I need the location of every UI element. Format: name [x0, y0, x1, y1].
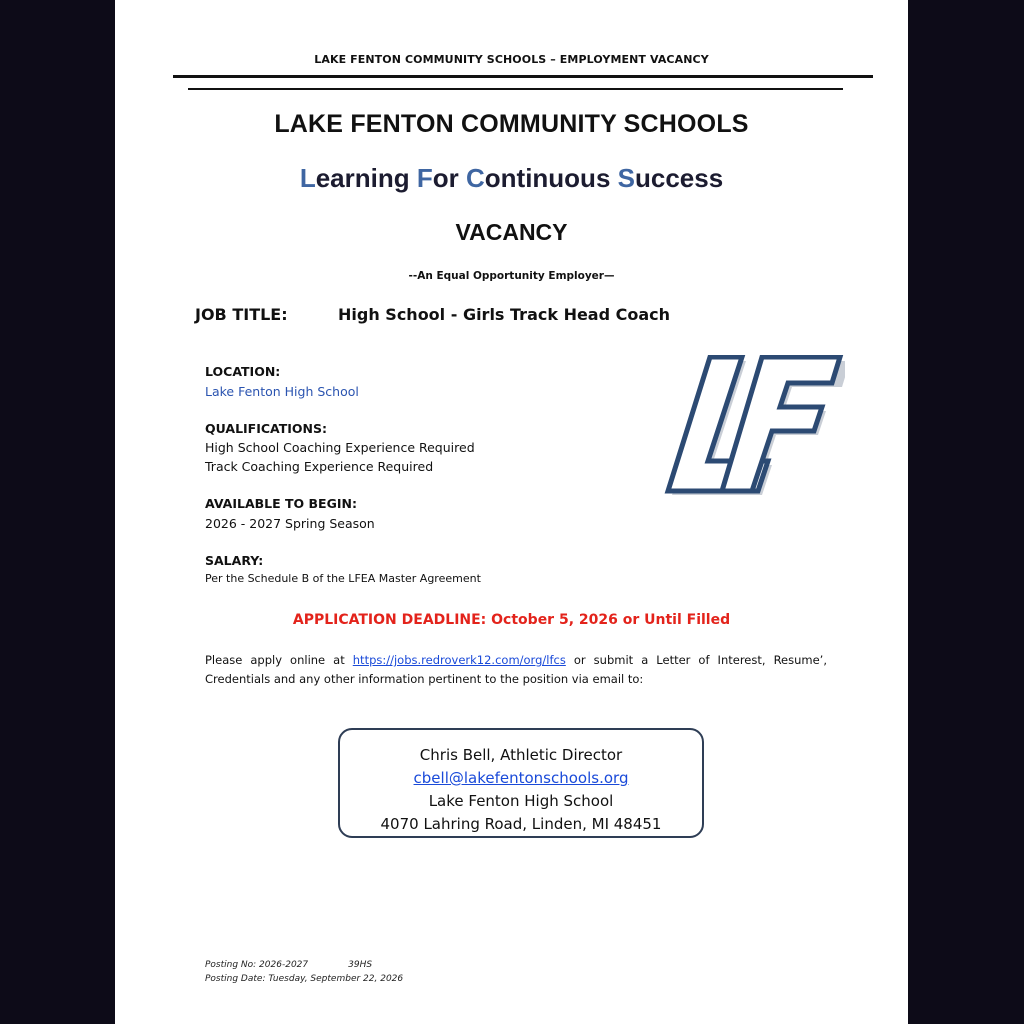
application-link[interactable]: https://jobs.redroverk12.com/org/lfcs	[352, 653, 566, 667]
contact-box	[338, 728, 704, 838]
vacancy-heading: VACANCY	[455, 219, 568, 245]
contact-school: Lake Fenton High School	[428, 792, 614, 810]
contact-name: Chris Bell, Athletic Director	[419, 746, 623, 764]
tagline-word: Success	[617, 163, 724, 193]
tagline	[115, 163, 908, 194]
available-label: AVAILABLE TO BEGIN:	[205, 496, 357, 511]
document-page	[115, 0, 908, 1024]
qualifications-label: QUALIFICATIONS:	[205, 421, 328, 436]
location-value: Lake Fenton High School	[205, 384, 359, 399]
tagline-word: Learning	[299, 163, 410, 193]
salary-label: SALARY:	[205, 553, 264, 568]
posting-date: Posting Date: Tuesday, September 22, 2026	[205, 974, 404, 984]
posting-number: Posting No: 2026-2027 39HS	[205, 960, 373, 970]
contact-email-link[interactable]: cbell@lakefentonschools.org	[413, 769, 629, 787]
header-rule-thin	[188, 88, 843, 90]
apply-instructions: Please apply online at https://jobs.redroverk12.com/org/lfcs or submit a Letter of Interest, Resume’, Credentials and any other information pertinent to the position via email to:	[205, 653, 827, 686]
application-deadline: APPLICATION DEADLINE: October 5, 2026 or Until Filled	[292, 612, 731, 628]
header-rule-thick	[173, 75, 873, 78]
job-title-label: JOB TITLE:	[195, 305, 288, 324]
contact-address: 4070 Lahring Road, Linden, MI 48451	[380, 815, 662, 833]
lf-logo-icon	[650, 355, 845, 515]
qualification-item: Track Coaching Experience Required	[205, 459, 434, 474]
equal-opportunity-line: --An Equal Opportunity Employer—	[408, 270, 615, 282]
running-header: LAKE FENTON COMMUNITY SCHOOLS – EMPLOYMENT VACANCY	[314, 53, 709, 66]
available-value: 2026 - 2027 Spring Season	[205, 516, 375, 531]
tagline-word: Continuous	[465, 163, 611, 193]
org-title: LAKE FENTON COMMUNITY SCHOOLS	[274, 110, 749, 138]
tagline-word: For	[416, 163, 459, 193]
location-label: LOCATION:	[205, 364, 281, 379]
qualification-item: High School Coaching Experience Required	[205, 440, 475, 455]
job-title-value: High School - Girls Track Head Coach	[338, 305, 671, 324]
salary-value: Per the Schedule B of the LFEA Master Agreement	[205, 572, 481, 585]
